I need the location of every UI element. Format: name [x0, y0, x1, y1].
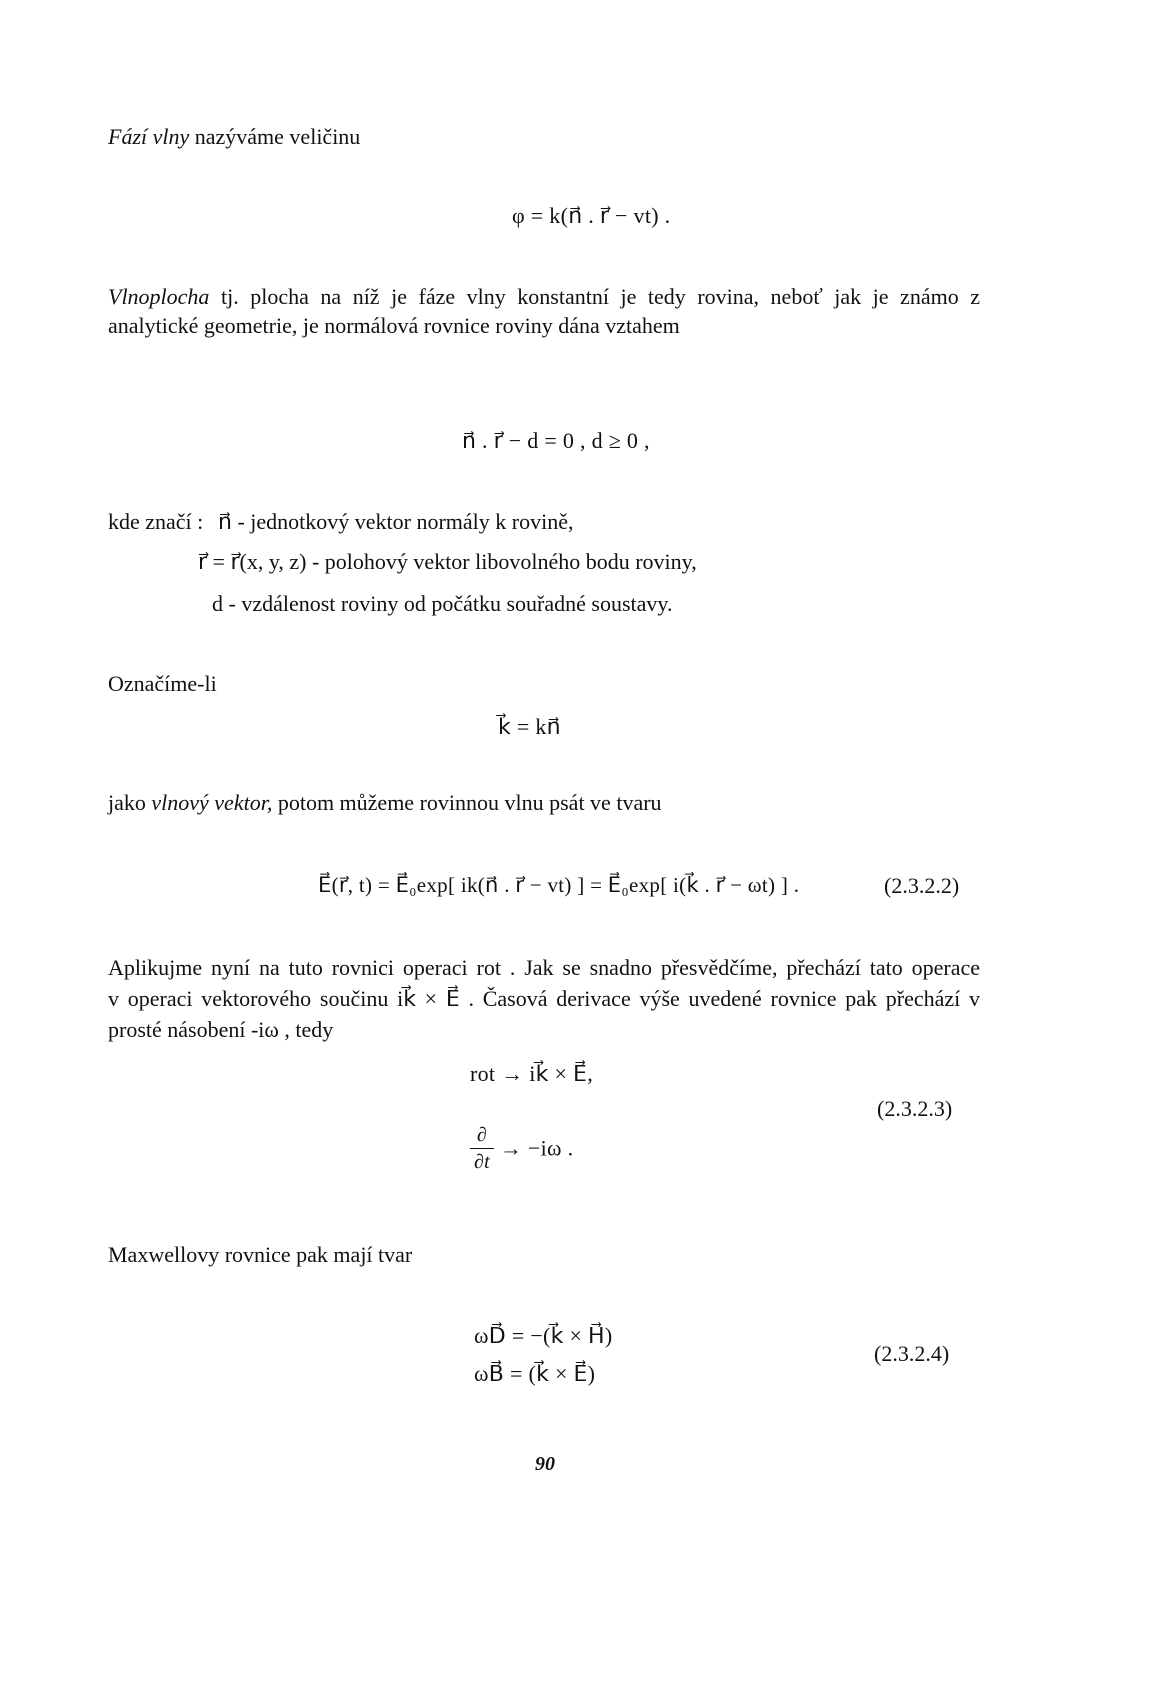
- paragraph-maxwell: Maxwellovy rovnice pak mají tvar: [108, 1242, 413, 1267]
- text-wave-vector-pre: jako: [108, 790, 146, 815]
- paragraph-apply-line3: prosté násobení -iω , tedy: [108, 1017, 334, 1042]
- paragraph-apply-line2: v operaci vektorového součinu ik⃗ × E⃗ . Časová derivace výše uvedené rovnice pak přechází v: [108, 986, 980, 1011]
- term-wavefront: Vlnoplocha: [108, 284, 210, 309]
- equation-plane-wave: E⃗(r⃗, t) = E⃗₀exp[ ik(n⃗ . r⃗ − vt) ] = E⃗₀exp[ i(k⃗ . r⃗ − ωt) ] .: [318, 873, 800, 897]
- equation-time-derivative: [470, 1124, 573, 1173]
- where-n: n⃗ - jednotkový vektor normály k rovině,: [218, 509, 574, 534]
- equation-maxwell-b: ωB⃗ = (k⃗ × E⃗): [474, 1361, 596, 1386]
- text-denote: Označíme-li: [108, 671, 217, 696]
- paragraph-wavefront-line2: analytické geometrie, je normálová rovnice roviny dána vztahem: [108, 313, 680, 338]
- fraction-partial-t: [470, 1124, 494, 1173]
- time-derivative-rest: → −iω .: [499, 1135, 574, 1161]
- term-phase: Fází vlny: [108, 124, 190, 149]
- text-wavefront-rest: tj. plocha na níž je fáze vlny konstantní je tedy rovina, neboť jak je známo z: [220, 284, 980, 309]
- paragraph-apply-line1: Aplikujme nyní na tuto rovnici operaci rot . Jak se snadno přesvědčíme, přechází tato operace: [108, 955, 980, 980]
- paragraph-phase-intro: [108, 124, 360, 150]
- equation-number-2323: (2.3.2.3): [877, 1096, 953, 1121]
- where-r: r⃗ = r⃗(x, y, z) - polohový vektor libovolného bodu roviny,: [198, 549, 697, 574]
- equation-number-2322: (2.3.2.2): [884, 873, 960, 898]
- text-wave-vector-rest: potom můžeme rovinnou vlnu psát ve tvaru: [277, 790, 662, 815]
- where-d: d - vzdálenost roviny od počátku souřadné soustavy.: [212, 591, 673, 616]
- equation-phase: φ = k(n⃗ . r⃗ − vt) .: [512, 203, 671, 228]
- fraction-denominator: ∂t: [473, 1151, 491, 1173]
- fraction-bar: [470, 1148, 494, 1149]
- term-wave-vector: vlnový vektor,: [151, 790, 273, 815]
- text-phase-rest: nazýváme veličinu: [194, 124, 361, 149]
- equation-wave-vector: k⃗ = kn⃗: [498, 714, 561, 739]
- paragraph-wave-vector: [108, 790, 662, 816]
- equation-plane: n⃗ . r⃗ − d = 0 , d ≥ 0 ,: [462, 428, 650, 453]
- where-intro: kde značí :: [108, 509, 204, 534]
- equation-maxwell-d: ωD⃗ = −(k⃗ × H⃗): [474, 1323, 613, 1348]
- page-number: 90: [535, 1453, 555, 1475]
- fraction-numerator: ∂: [476, 1124, 488, 1146]
- paragraph-wavefront-line1: [108, 284, 980, 310]
- equation-rot: rot → ik⃗ × E⃗,: [470, 1061, 593, 1086]
- equation-number-2324: (2.3.2.4): [874, 1341, 950, 1366]
